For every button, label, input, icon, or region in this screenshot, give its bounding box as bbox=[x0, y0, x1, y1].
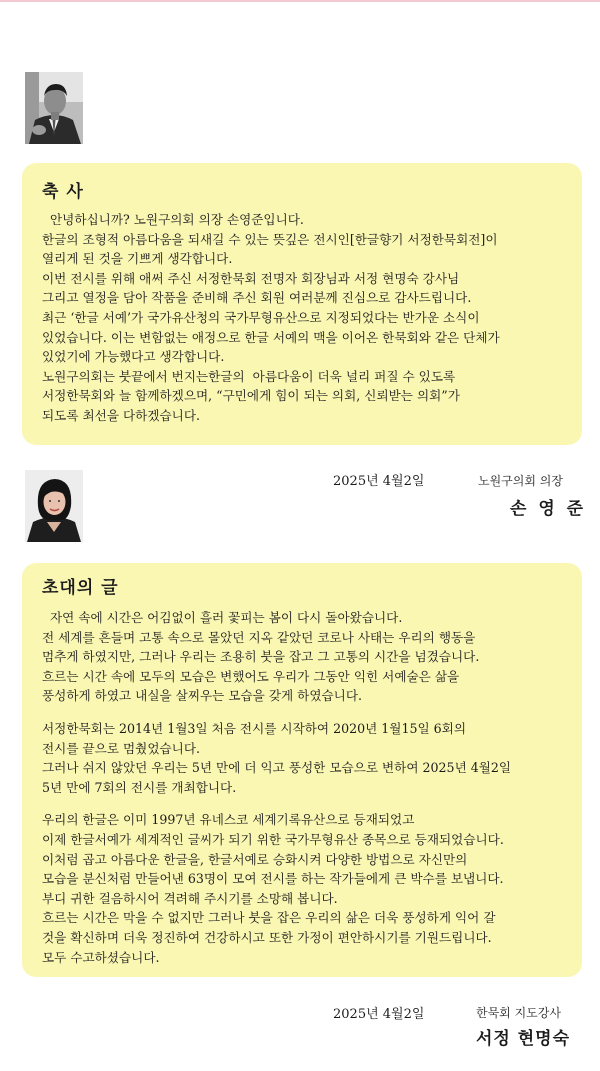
text-line: 이제 한글서예가 세계적인 글씨가 되기 위한 국가무형유산 종목으로 등재되었습니다. bbox=[42, 831, 504, 847]
congratulatory-box bbox=[22, 163, 582, 445]
signature1-role: 노원구의회 의장 bbox=[478, 474, 563, 488]
text-line: 모두 수고하셨습니다. bbox=[42, 949, 160, 965]
chairman-portrait bbox=[25, 72, 83, 144]
text-line: 되도록 최선을 다하겠습니다. bbox=[42, 407, 200, 423]
signature1-date: 2025년 4월2일 bbox=[333, 474, 425, 489]
text-line: 있었기에 가능했다고 생각합니다. bbox=[42, 349, 225, 365]
text-line: 안녕하십니까? 노원구의회 의장 손영준입니다. bbox=[42, 212, 304, 227]
text-line: 우리의 한글은 이미 1997년 유네스코 세계기록유산으로 등재되었고 bbox=[42, 812, 415, 828]
text-line: 서정한묵회는 2014년 1월3일 처음 전시를 시작하여 2020년 1월15일 6회의 bbox=[42, 720, 467, 736]
text-line: 전 세계를 흔들며 고통 속으로 몰았던 지옥 같았던 코로나 사태는 우리의 행동을 bbox=[42, 629, 476, 645]
invitation-paragraph-2 bbox=[42, 719, 564, 797]
text-line: 한글의 조형적 아름다움을 되새길 수 있는 뜻깊은 전시인[한글향기 서정한묵회전]이 bbox=[42, 231, 498, 247]
congratulatory-text bbox=[42, 210, 564, 426]
text-line: 모습을 분신처럼 만들어낸 63명이 모여 전시를 하는 작가들에게 큰 박수를 보냅니다. bbox=[42, 871, 504, 887]
text-line: 이번 전시를 위해 애써 주신 서정한묵회 전명자 회장님과 서정 현명숙 강사님 bbox=[42, 270, 460, 286]
text-line: 노원구의회는 붓끝에서 번지는한글의 아름다움이 더욱 널리 퍼질 수 있도록 bbox=[42, 368, 456, 384]
text-line: 이처럼 곱고 아름다운 한글을, 한글서예로 승화시켜 다양한 방법으로 자신만의 bbox=[42, 851, 468, 867]
invitation-paragraph-3 bbox=[42, 810, 564, 967]
top-border bbox=[0, 0, 600, 2]
text-line: 열리게 된 것을 기쁘게 생각합니다. bbox=[42, 251, 233, 267]
text-line: 풍성하게 하였고 내실을 살찌우는 모습을 갖게 하였습니다. bbox=[42, 688, 362, 704]
text-line: 5년 만에 7회의 전시를 개최합니다. bbox=[42, 779, 237, 795]
signature1-name: 손 영 준 bbox=[510, 499, 587, 519]
text-line: 부디 귀한 걸음하시어 격려해 주시기를 소망해 봅니다. bbox=[42, 890, 338, 906]
text-line: 서정한묵회와 늘 함께하겠으며, “구민에게 힘이 되는 의회, 신뢰받는 의회”가 bbox=[42, 388, 460, 404]
signature2-role: 한묵회 지도강사 bbox=[476, 1006, 561, 1020]
instructor-portrait bbox=[25, 470, 83, 542]
invitation-box bbox=[22, 563, 582, 977]
text-line: 그러나 쉬지 않았던 우리는 5년 만에 더 익고 풍성한 모습으로 변하여 2025년 4월2일 bbox=[42, 760, 512, 776]
text-line: 자연 속에 시간은 어김없이 흘러 꽃피는 봄이 다시 돌아왔습니다. bbox=[42, 610, 403, 625]
text-line: 흐르는 시간 속에 모두의 모습은 변했어도 우리가 그동안 익힌 서예술은 삶을 bbox=[42, 668, 460, 684]
text-line: 흐르는 시간은 막을 수 없지만 그러나 붓을 잡은 우리의 삶은 더욱 풍성하게 익어 갈 bbox=[42, 910, 496, 926]
invitation-paragraph-1 bbox=[42, 608, 564, 706]
signature2-date: 2025년 4월2일 bbox=[333, 1007, 425, 1022]
text-line: 그리고 열정을 담아 작품을 준비해 주신 회원 여러분께 진심으로 감사드립니다. bbox=[42, 290, 472, 306]
text-line: 있었습니다. 이는 변함없는 애정으로 한글 서예의 맥을 이어온 한묵회와 같은 단체가 bbox=[42, 329, 500, 345]
text-line: 것을 확신하며 더욱 정진하여 건강하시고 또한 가정이 편안하시기를 기원드립니다. bbox=[42, 929, 492, 945]
signature2-name: 서정 현명숙 bbox=[476, 1029, 571, 1049]
invitation-title: 초대의 글 bbox=[42, 578, 119, 598]
congratulatory-title: 축 사 bbox=[42, 182, 84, 202]
text-line: 전시를 끝으로 멈췄었습니다. bbox=[42, 740, 200, 756]
text-line: 최근 ‘한글 서예’가 국가유산청의 국가무형유산으로 지정되었다는 반가운 소식이 bbox=[42, 309, 480, 325]
text-line: 멈추게 하였지만, 그러나 우리는 조용히 붓을 잡고 그 고통의 시간을 넘겼습니다. bbox=[42, 649, 480, 665]
